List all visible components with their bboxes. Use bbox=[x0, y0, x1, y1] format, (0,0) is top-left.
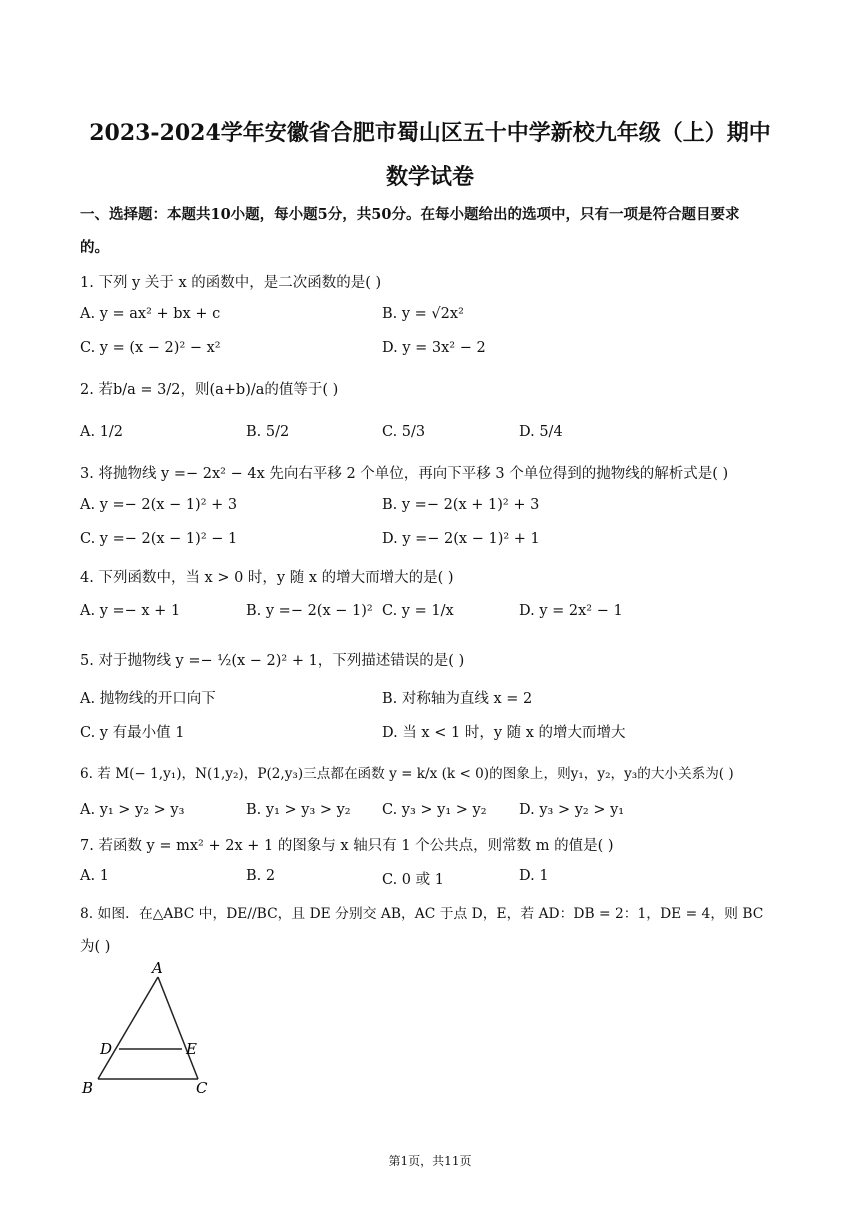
label-b: B bbox=[82, 1079, 94, 1097]
question-2-option-a: A. 1/2 bbox=[80, 424, 124, 440]
question-2-option-d: D. 5/4 bbox=[519, 424, 563, 440]
section-heading-cont: 的。 bbox=[80, 239, 109, 256]
triangle-figure bbox=[70, 955, 230, 1105]
question-4-stem: 4. 下列函数中，当 x > 0 时，y 随 x 的增大而增大的是( ) bbox=[80, 570, 454, 586]
page-footer: 第1页，共11页 bbox=[388, 1154, 472, 1168]
label-c: C bbox=[196, 1079, 208, 1097]
question-7-stem: 7. 若函数 y = mx² + 2x + 1 的图象与 x 轴只有 1 个公共点，则常数 m 的值是( ) bbox=[80, 838, 614, 854]
question-3-option-c: C. y =− 2(x − 1)² − 1 bbox=[80, 531, 238, 547]
question-1-option-a: A. y = ax² + bx + c bbox=[80, 306, 221, 322]
question-6-option-c: C. y₃ > y₁ > y₂ bbox=[382, 802, 487, 818]
question-6-option-d: D. y₃ > y₂ > y₁ bbox=[519, 802, 625, 818]
question-7-option-d: D. 1 bbox=[519, 868, 549, 884]
question-5-option-d: D. 当 x < 1 时，y 随 x 的增大而增大 bbox=[382, 725, 626, 741]
question-5-option-c: C. y 有最小值 1 bbox=[80, 725, 185, 741]
question-8-stem-cont: 为( ) bbox=[80, 939, 111, 955]
side-ab bbox=[98, 977, 158, 1079]
section-heading: 一、选择题：本题共10小题，每小题5分，共50分。在每小题给出的选项中，只有一项是符合题目要求 bbox=[80, 206, 740, 223]
label-e: E bbox=[186, 1040, 197, 1058]
question-5-option-b: B. 对称轴为直线 x = 2 bbox=[382, 691, 533, 707]
question-7-option-a: A. 1 bbox=[80, 868, 109, 884]
question-4-option-b: B. y =− 2(x − 1)² bbox=[246, 603, 373, 619]
question-7-option-c: C. 0 或 1 bbox=[382, 872, 444, 888]
side-ac bbox=[158, 977, 198, 1079]
label-d: D bbox=[100, 1040, 113, 1058]
question-2-option-b: B. 5/2 bbox=[246, 424, 290, 440]
question-4-option-a: A. y =− x + 1 bbox=[80, 603, 181, 619]
question-6-option-a: A. y₁ > y₂ > y₃ bbox=[80, 802, 185, 818]
question-3-option-a: A. y =− 2(x − 1)² + 3 bbox=[80, 497, 238, 513]
exam-title-line2: 数学试卷 bbox=[385, 164, 474, 190]
question-4-option-c: C. y = 1/x bbox=[382, 603, 454, 619]
question-2-stem: 2. 若b/a = 3/2，则(a+b)/a的值等于( ) bbox=[80, 382, 339, 398]
question-5-stem: 5. 对于抛物线 y =− ½(x − 2)² + 1，下列描述错误的是( ) bbox=[80, 653, 465, 669]
question-3-stem: 3. 将抛物线 y =− 2x² − 4x 先向右平移 2 个单位，再向下平移 3 个单位得到的抛物线的解析式是( ) bbox=[80, 466, 729, 482]
label-a: A bbox=[152, 959, 163, 977]
question-3-option-d: D. y =− 2(x − 1)² + 1 bbox=[382, 531, 540, 547]
question-1-option-b: B. y = √2x² bbox=[382, 306, 464, 322]
question-1-stem: 1. 下列 y 关于 x 的函数中，是二次函数的是( ) bbox=[80, 275, 382, 291]
question-1-option-c: C. y = (x − 2)² − x² bbox=[80, 340, 221, 356]
question-7-option-b: B. 2 bbox=[246, 868, 276, 884]
question-6-stem: 6. 若 M(− 1,y₁)，N(1,y₂)，P(2,y₃)三点都在函数 y = k/x (k < 0)的图象上，则y₁，y₂，y₃的大小关系为( ) bbox=[80, 766, 734, 782]
exam-title-line1: 2023-2024学年安徽省合肥市蜀山区五十中学新校九年级（上）期中 bbox=[89, 120, 771, 146]
question-8-stem: 8. 如图．在△ABC 中，DE//BC，且 DE 分别交 AB，AC 于点 D，E，若 AD：DB = 2：1，DE = 4，则 BC bbox=[80, 906, 764, 922]
question-5-option-a: A. 抛物线的开口向下 bbox=[80, 691, 216, 707]
question-6-option-b: B. y₁ > y₃ > y₂ bbox=[246, 802, 351, 818]
question-2-option-c: C. 5/3 bbox=[382, 424, 426, 440]
question-1-option-d: D. y = 3x² − 2 bbox=[382, 340, 486, 356]
question-4-option-d: D. y = 2x² − 1 bbox=[519, 603, 623, 619]
question-3-option-b: B. y =− 2(x + 1)² + 3 bbox=[382, 497, 540, 513]
